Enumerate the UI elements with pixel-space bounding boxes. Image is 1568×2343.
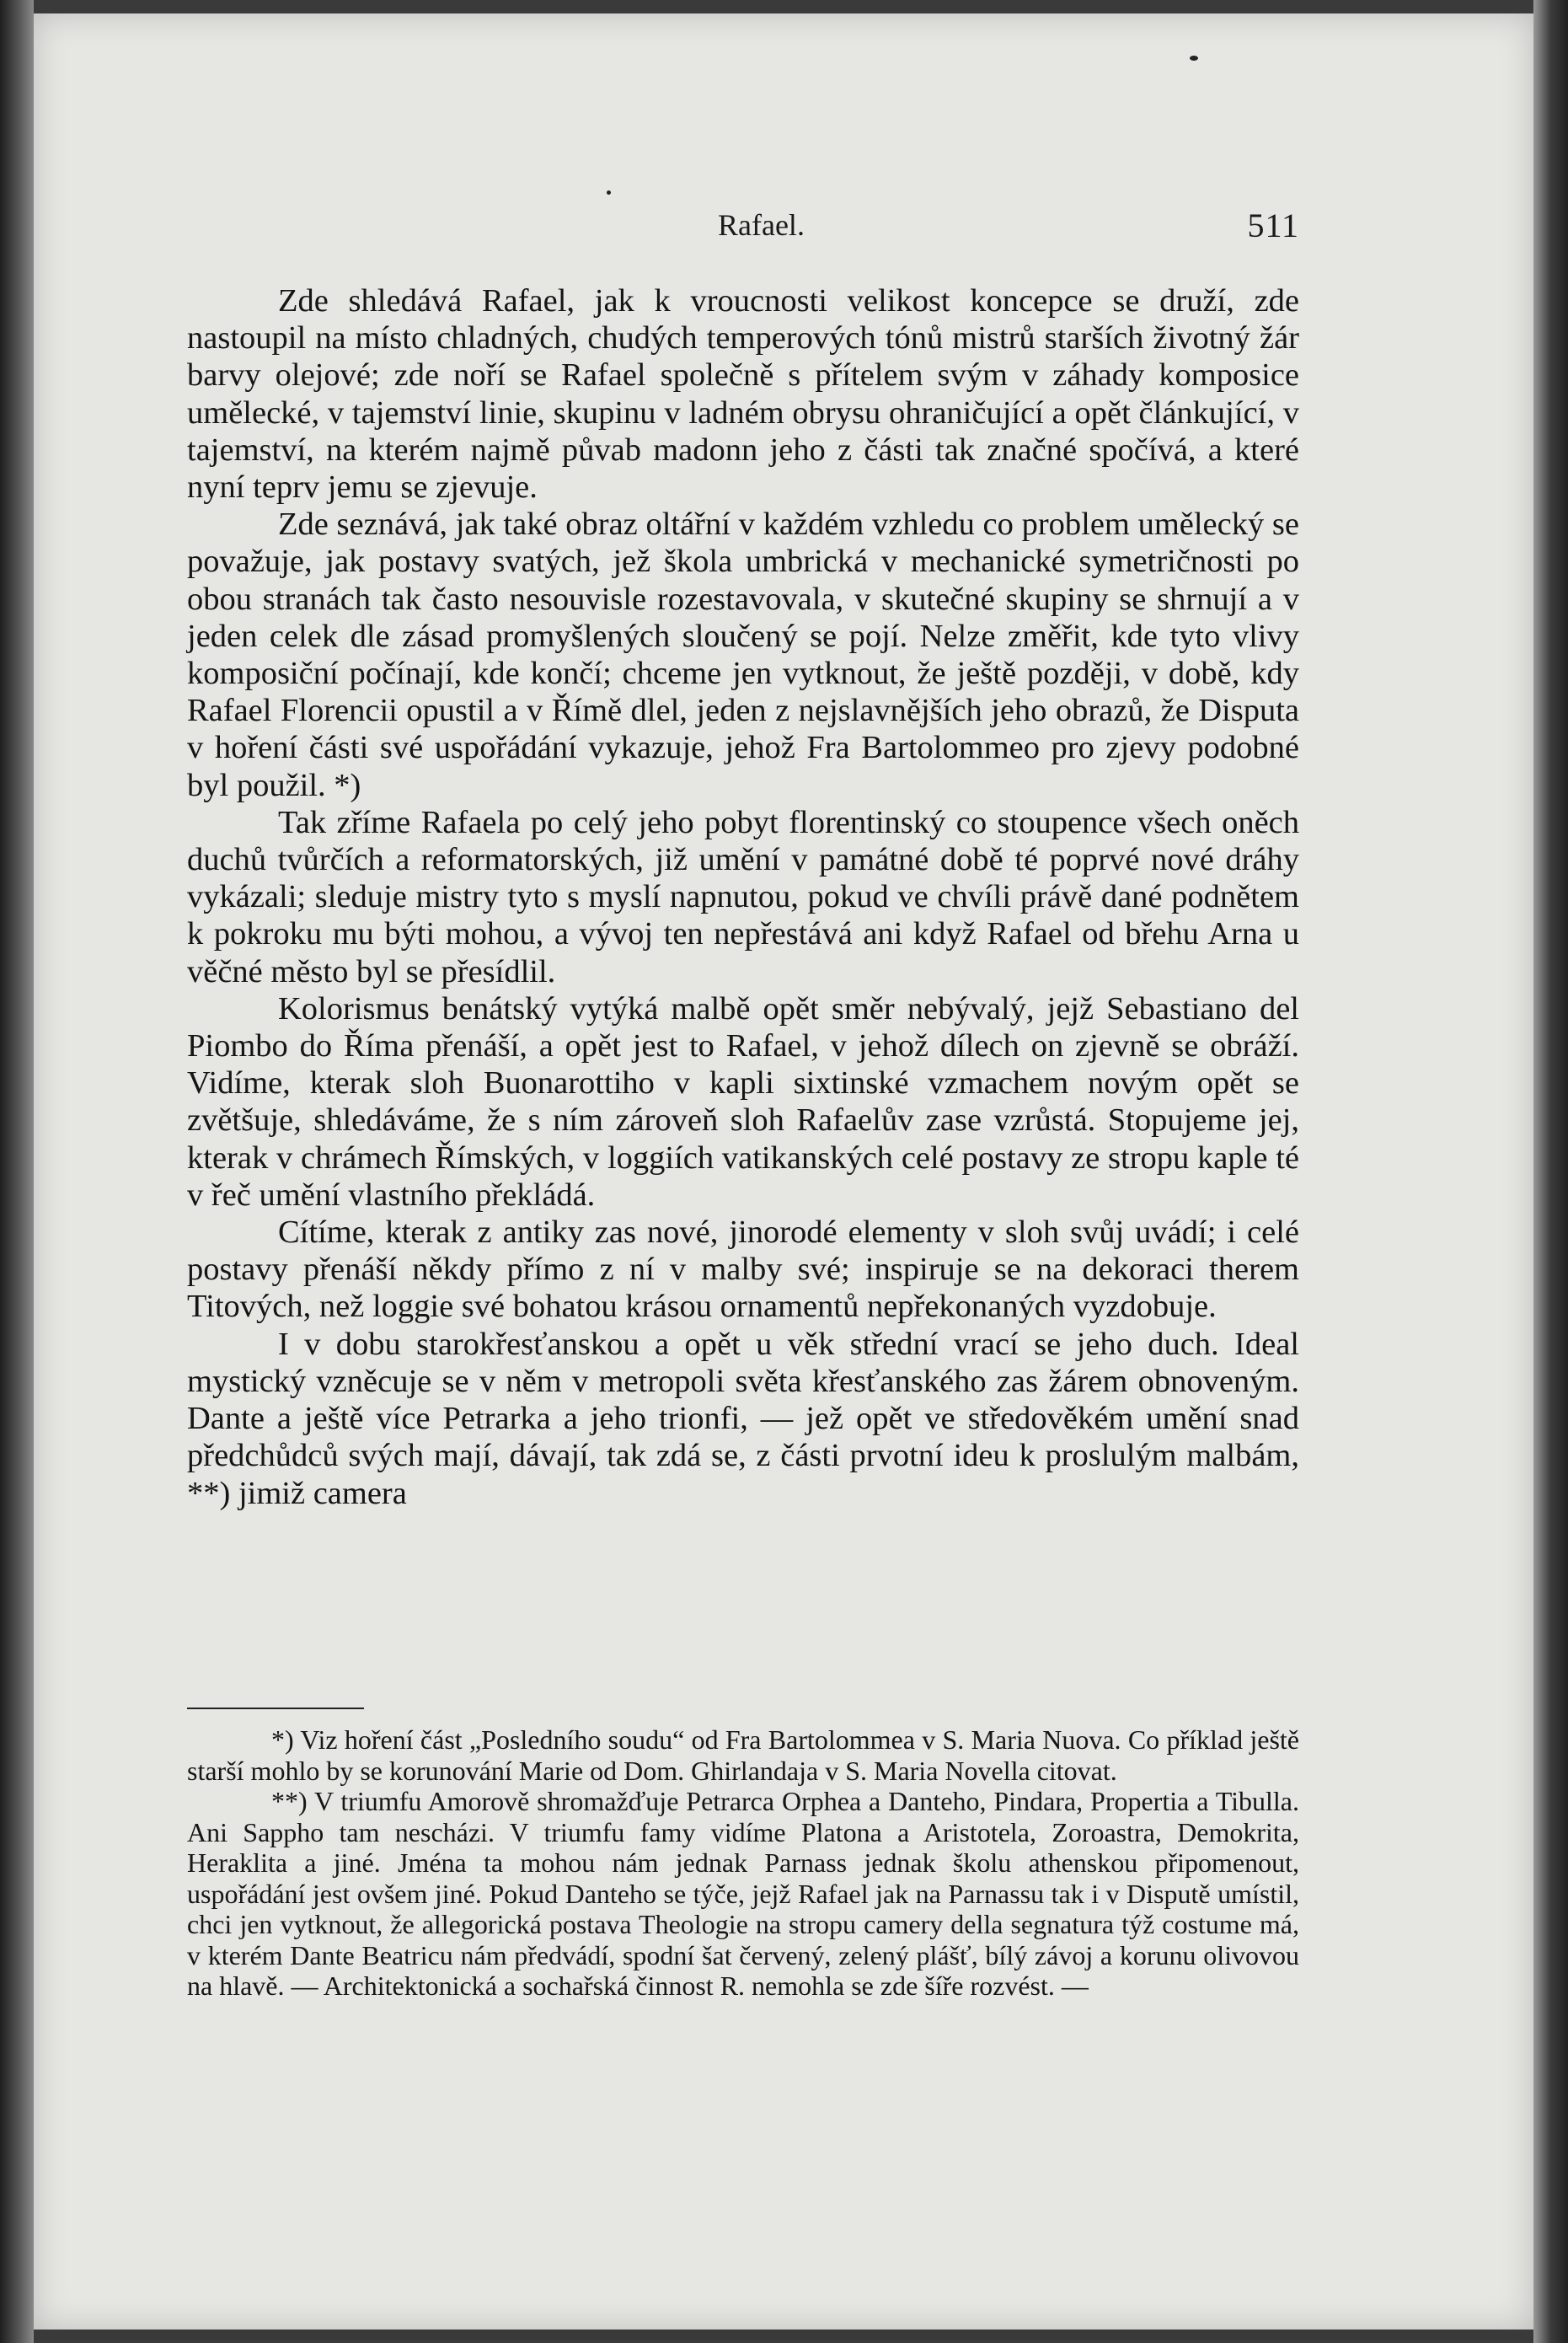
page-header: [187, 201, 1299, 251]
scan-left-edge: [0, 0, 34, 2343]
print-speck: [607, 190, 611, 195]
print-speck: [1190, 56, 1198, 61]
paragraph: Tak zříme Rafaela po celý jeho pobyt florentinský co stoupence všech oněch duchů tvůrčích a reformatorských, již umění v památné době té poprvé nové dráhy vykázali; sleduje mistry tyto s myslí napnutou, pokud ve chvíli právě dané podnětem k pokroku mu býti mohou, a vývoj ten nepřestává ani když Rafael od břehu Arna u věčné město byl se přesídlil.: [187, 804, 1299, 989]
scan-right-edge: [1533, 0, 1568, 2343]
main-text: [187, 282, 1299, 1512]
paragraph: I v dobu starokřesťanskou a opět u věk střední vrací se jeho duch. Ideal mystický vzněcuje se v něm v metropoli světa křesťanského zas žárem obnoveným. Dante a ještě více Petrarka a jeho trionfi, — jež opět ve středověkém umění snad předchůdců svých mají, dávají, tak zdá se, z části prvotní ideu k proslulým malbám, **) jimiž camera: [187, 1326, 1299, 1511]
paragraph: Kolorismus benátský vytýká malbě opět směr nebývalý, jejž Sebastiano del Piombo do Říma přenáší, a opět jest to Rafael, v jehož dílech on zjevně se obráží. Vidíme, kterak sloh Buonarottiho v kapli sixtinské vzmachem novým opět se zvětšuje, shledáváme, že s ním zároveň sloh Rafaelův zase vzrůstá. Stopujeme jej, kterak v chrámech Římských, v loggiích vatikanských celé postavy ze stropu kaple té v řeč umění vlastního překládá.: [187, 990, 1299, 1213]
footnote: **) V triumfu Amorově shromažďuje Petrarca Orphea a Danteho, Pindara, Propertia a Tibulla. Ani Sappho tam nescházi. V triumfu famy vidíme Platona a Aristotela, Zoroastra, Demokrita, Heraklita a jiné. Jména ta mohou nám jednak Parnass jednak školu athenskou připomenout, uspořádání jest ovšem jiné. Pokud Danteho se týče, jejž Rafael jak na Parnassu tak i v Disputě umístil, chci jen vytknout, že allegorická postava Theologie na stropu camery della segnatura týž costume má, v kterém Dante Beatricu nám předvádí, spodní šat červený, zelený plášť, bílý závoj a korunu olivovou na hlavě. — Architektonická a sochařská činnost R. nemohla se zde šíře rozvést. —: [187, 1786, 1299, 2001]
paragraph: Zde shledává Rafael, jak k vroucnosti velikost koncepce se druží, zde nastoupil na místo chladných, chudých temperových tónů mistrů starších životný žár barvy olejové; zde noří se Rafael společně s přítelem svým v záhady komposice umělecké, v tajemství linie, skupinu v ladném obrysu ohraničující a opět článkující, v tajemství, na kterém najmě půvab madonn jeho z části tak značné spočívá, a které nyní teprv jemu se zjevuje.: [187, 283, 1299, 506]
paragraph: Zde seznává, jak také obraz oltářní v každém vzhledu co problem umělecký se považuje, jak postavy svatých, jež škola umbrická v mechanické symetričnosti po obou stranách tak často nesouvisle rozestavovala, v skutečné skupiny se shrnují a v jeden celek dle zásad promyšlených sloučený se pojí. Nelze změřit, kde tyto vlivy komposiční počínají, kde končí; chceme jen vytknout, že ještě později, v době, kdy Rafael Florencii opustil a v Římě dlel, jeden z nejslavnějších jeho obrazů, že Disputa v hoření části své uspořádání vykazuje, jehož Fra Bartolommeo pro zjevy podobné byl použil. *): [187, 507, 1299, 803]
page-number: 511: [1247, 206, 1299, 244]
footnote-separator: [187, 1708, 364, 1709]
footnotes: [187, 1724, 1299, 2002]
footnote: *) Viz hoření část „Posledního soudu“ od Fra Bartolommea v S. Maria Nuova. Co příklad ještě starší mohlo by se korunování Marie od Dom. Ghirlandaja v S. Maria Novella citovat.: [187, 1724, 1299, 1786]
paragraph: Cítíme, kterak z antiky zas nové, jinorodé elementy v sloh svůj uvádí; i celé postavy přenáší někdy přímo z ní v malby své; inspiruje se na dekoraci therem Titových, než loggie své bohatou krásou ornamentů nepřekonaných vyzdobuje.: [187, 1214, 1299, 1325]
running-title: Rafael.: [718, 208, 805, 242]
